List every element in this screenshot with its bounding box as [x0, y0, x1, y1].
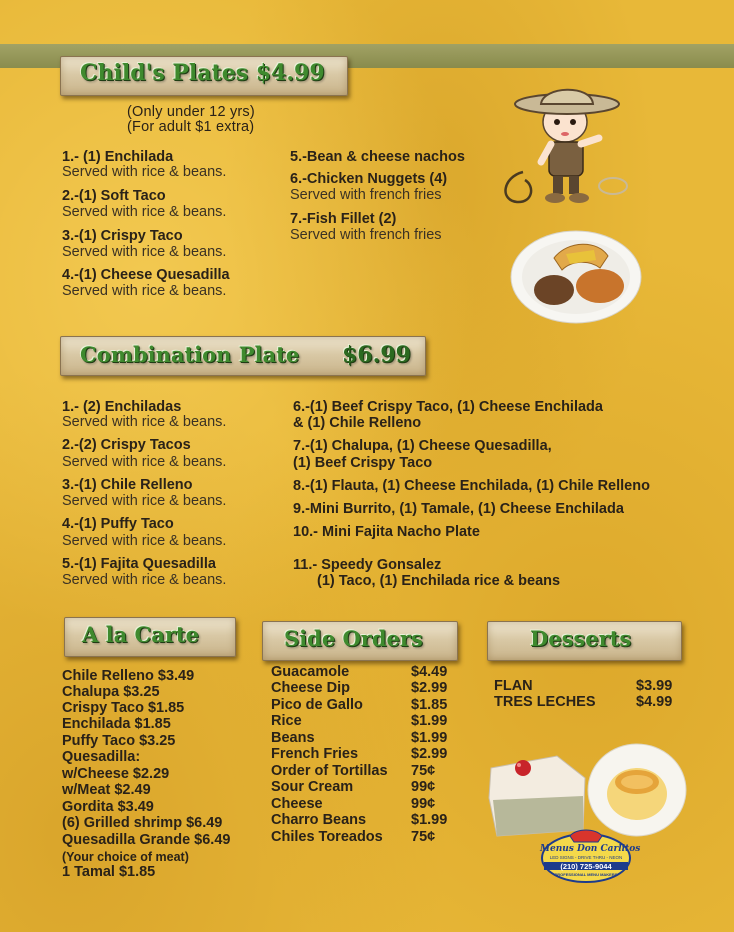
combo-item-name: 11.- Speedy Gonsalez	[293, 557, 442, 573]
child-plates-title: Child's Plates $4.99	[80, 60, 325, 86]
child-item-desc: Served with rice & beans.	[62, 283, 227, 299]
combo-price: $6.99	[342, 342, 411, 368]
combo-item-desc: Served with rice & beans.	[62, 454, 227, 470]
combo-item-desc: Served with rice & beans.	[62, 533, 227, 549]
side-item-price: 99¢	[411, 779, 436, 795]
child-item-name: 2.-(1) Soft Taco	[62, 188, 166, 204]
dessert-item-price: $4.99	[636, 694, 673, 710]
child-item-name: 4.-(1) Cheese Quesadilla	[62, 267, 230, 283]
sides-title: Side Orders	[284, 626, 423, 651]
combo-item-name: 8.-(1) Flauta, (1) Cheese Enchilada, (1) Chile Relleno	[293, 478, 650, 494]
flan-photo	[587, 742, 687, 838]
alacarte-item: Quesadilla Grande $6.49	[62, 832, 231, 848]
side-item-name: Pico de Gallo	[271, 697, 363, 713]
alacarte-item-note: (Your choice of meat)	[62, 850, 189, 864]
alacarte-item: w/Cheese $2.29	[62, 766, 170, 782]
alacarte-list	[62, 668, 262, 883]
alacarte-item: (6) Grilled shrimp $6.49	[62, 815, 223, 831]
dessert-item-name: FLAN	[494, 678, 533, 694]
logo-phone: (210) 725-9044	[560, 862, 612, 871]
side-item-price: $1.99	[411, 713, 448, 729]
child-item-name: 3.-(1) Crispy Taco	[62, 228, 183, 244]
combo-item-desc: (1) Beef Crispy Taco	[293, 455, 433, 471]
child-item-name: 6.-Chicken Nuggets (4)	[290, 171, 448, 187]
side-item-name: Chiles Toreados	[271, 829, 383, 845]
logo-tagline: LED SIGNS - DRIVE THRU - NEON	[549, 855, 623, 860]
dessert-item-price: $3.99	[636, 678, 673, 694]
alacarte-item: Puffy Taco $3.25	[62, 733, 176, 749]
side-item-name: Guacamole	[271, 664, 350, 680]
child-item-name: 1.- (1) Enchilada	[62, 149, 174, 165]
side-item-name: Sour Cream	[271, 779, 354, 795]
combo-item-desc: Served with rice & beans.	[62, 493, 227, 509]
combo-item-name: 10.- Mini Fajita Nacho Plate	[293, 524, 480, 540]
child-item-desc: Served with french fries	[290, 187, 442, 203]
combo-item-name: 9.-Mini Burrito, (1) Tamale, (1) Cheese Enchilada	[293, 501, 624, 517]
child-note-age: (Only under 12 yrs)	[127, 104, 255, 120]
side-item-name: Cheese Dip	[271, 680, 350, 696]
side-item-price: $1.99	[411, 812, 448, 828]
sides-list	[271, 664, 461, 849]
alacarte-item: Chile Relleno $3.49	[62, 668, 195, 684]
logo-footer: PROFESSIONAL MENU MAKERS	[554, 872, 618, 877]
combo-item-desc: Served with rice & beans.	[62, 572, 227, 588]
dessert-item-name: TRES LECHES	[494, 694, 596, 710]
side-item-name: Cheese	[271, 796, 323, 812]
alacarte-item: Enchilada $1.85	[62, 716, 171, 732]
child-items-left	[62, 149, 292, 299]
child-item-desc: Served with rice & beans.	[62, 164, 227, 180]
alacarte-item: Gordita $3.49	[62, 799, 154, 815]
combo-item-desc: (1) Taco, (1) Enchilada rice & beans	[317, 573, 561, 589]
alacarte-item: Crispy Taco $1.85	[62, 700, 185, 716]
child-item-desc: Served with french fries	[290, 227, 442, 243]
combo-items-right	[293, 399, 693, 589]
side-item-price: 75¢	[411, 829, 436, 845]
side-item-price: $1.85	[411, 697, 448, 713]
combo-items-left	[62, 399, 292, 589]
alacarte-item: Chalupa $3.25	[62, 684, 160, 700]
combo-item-name: 6.-(1) Beef Crispy Taco, (1) Cheese Enchilada	[293, 399, 603, 415]
combo-item-name: 5.-(1) Fajita Quesadilla	[62, 556, 216, 572]
side-item-price: $4.49	[411, 664, 448, 680]
child-item-name: 7.-Fish Fillet (2)	[290, 211, 397, 227]
side-item-price: $2.99	[411, 680, 448, 696]
combo-item-name: 1.- (2) Enchiladas	[62, 399, 182, 415]
cowboy-kid-illustration	[495, 82, 635, 212]
combo-item-name: 3.-(1) Chile Relleno	[62, 477, 193, 493]
child-item-desc: Served with rice & beans.	[62, 244, 227, 260]
alacarte-item: 1 Tamal $1.85	[62, 864, 156, 880]
child-item-desc: Served with rice & beans.	[62, 204, 227, 220]
desserts-title: Desserts	[530, 626, 632, 651]
logo-name: Menus Don Carlitos	[540, 844, 641, 854]
child-note-adult: (For adult $1 extra)	[127, 119, 255, 135]
side-item-name: Beans	[271, 730, 315, 746]
combo-item-name: 4.-(1) Puffy Taco	[62, 516, 174, 532]
side-item-price: $1.99	[411, 730, 448, 746]
menus-don-carlitos-logo	[540, 828, 641, 884]
tres-leches-photo	[487, 738, 587, 838]
combo-title: Combination Plate	[80, 342, 300, 367]
alacarte-item: w/Meat $2.49	[62, 782, 151, 798]
combo-item-desc: & (1) Chile Relleno	[293, 415, 422, 431]
child-item-name: 5.-Bean & cheese nachos	[290, 149, 465, 165]
combo-item-desc: Served with rice & beans.	[62, 414, 227, 430]
side-item-name: French Fries	[271, 746, 359, 762]
alacarte-item: Quesadilla:	[62, 749, 141, 765]
desserts-list	[494, 678, 684, 718]
side-item-name: Order of Tortillas	[271, 763, 388, 779]
side-item-name: Rice	[271, 713, 302, 729]
child-items-right	[290, 149, 490, 249]
side-item-name: Charro Beans	[271, 812, 367, 828]
side-item-price: 75¢	[411, 763, 436, 779]
child-plate-photo	[510, 230, 642, 324]
alacarte-title: A la Carte	[82, 622, 199, 647]
side-item-price: 99¢	[411, 796, 436, 812]
combo-item-name: 2.-(2) Crispy Tacos	[62, 437, 191, 453]
side-item-price: $2.99	[411, 746, 448, 762]
combo-item-name: 7.-(1) Chalupa, (1) Cheese Quesadilla,	[293, 438, 552, 454]
